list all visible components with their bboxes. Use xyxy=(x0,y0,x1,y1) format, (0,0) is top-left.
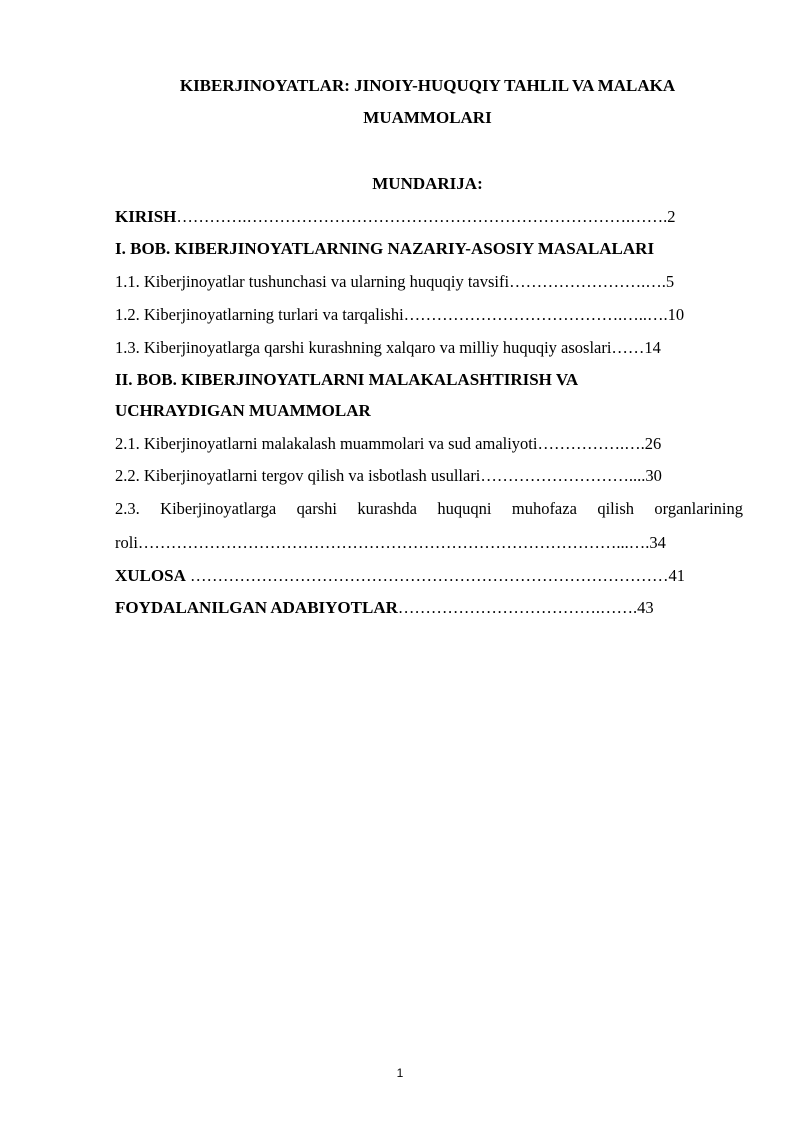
document-title-line-2: MUAMMOLARI xyxy=(363,108,492,127)
toc-entry-xulosa xyxy=(115,566,685,586)
toc-entry-2-3-line-1: 2.3. Kiberjinoyatlarga qarshi kurashda huquqni muhofaza qilish organlarining xyxy=(115,499,743,518)
toc-entry-1-3: 1.3. Kiberjinoyatlarga qarshi kurashning xalqaro va milliy huquqiy asoslari……14 xyxy=(115,338,661,357)
toc-entry-2-1: 2.1. Kiberjinoyatlarni malakalash muammolari va sud amaliyoti…………….….26 xyxy=(115,434,662,453)
toc-entry-xulosa-leader: ……………………………………………………………………………41 xyxy=(185,566,685,585)
toc-entry-2-2: 2.2. Kiberjinoyatlarni tergov qilish va isbotlash usullari………………………....30 xyxy=(115,466,662,485)
page-number: 1 xyxy=(396,1066,404,1080)
toc-entry-2-3-line-2: roli……………………………………………………………………………...….34 xyxy=(115,533,666,552)
toc-heading: MUNDARIJA: xyxy=(372,174,483,193)
toc-entry-1-1: 1.1. Kiberjinoyatlar tushunchasi va ularning huquqiy tavsifi…………………….….5 xyxy=(115,272,675,291)
toc-entry-kirish-label: KIRISH xyxy=(115,207,177,226)
toc-entry-kirish-leader: ………….…………………………………………………………….…….2 xyxy=(176,207,676,226)
document-title-line-1: KIBERJINOYATLAR: JINOIY-HUQUQIY TAHLIL VA MALAKA xyxy=(179,76,676,95)
toc-entry-kirish xyxy=(115,207,676,227)
toc-chapter-1: I. BOB. KIBERJINOYATLARNING NAZARIY-ASOSIY MASALALARI xyxy=(115,239,655,258)
toc-chapter-2-line-2: UCHRAYDIGAN MUAMMOLAR xyxy=(115,401,371,420)
toc-entry-foydalanilgan xyxy=(115,598,654,618)
toc-entry-xulosa-label: XULOSA xyxy=(115,566,186,585)
toc-entry-1-2: 1.2. Kiberjinoyatlarning turlari va tarqalishi………………………………….…..….10 xyxy=(115,305,685,324)
toc-entry-foydalanilgan-leader: ……………………………….…….43 xyxy=(397,598,654,617)
toc-entry-foydalanilgan-label: FOYDALANILGAN ADABIYOTLAR xyxy=(115,598,398,617)
toc-chapter-2-line-1: II. BOB. KIBERJINOYATLARNI MALAKALASHTIRISH VA xyxy=(115,370,579,389)
